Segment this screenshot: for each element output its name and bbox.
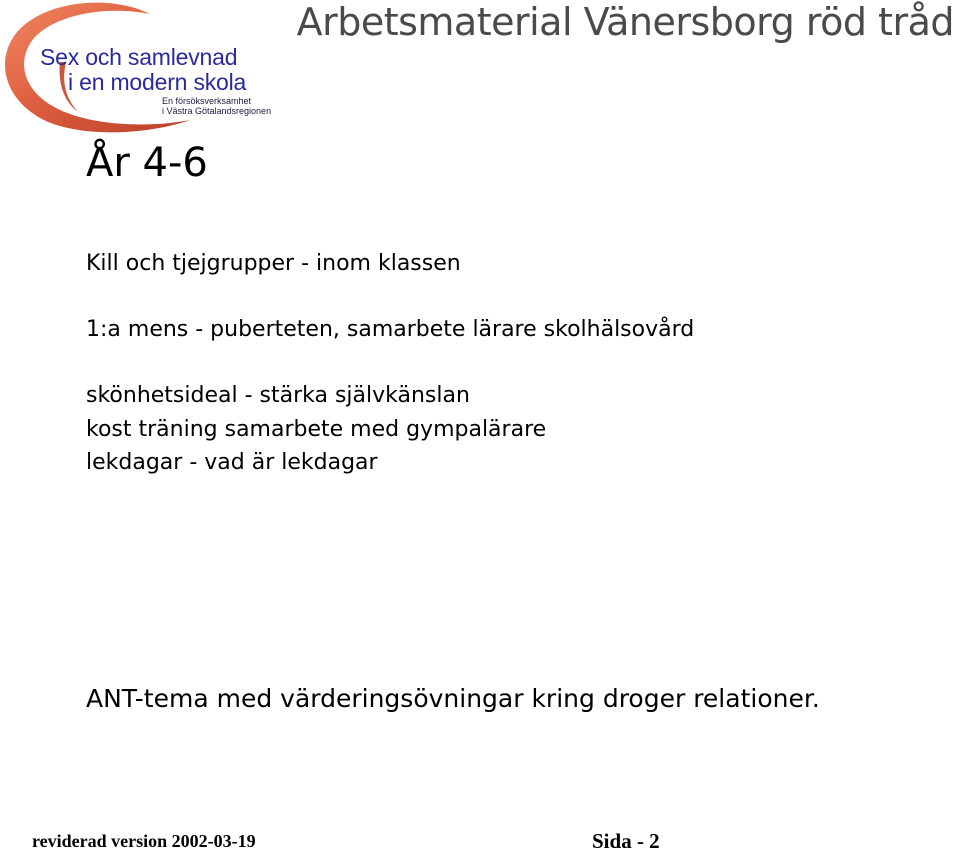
logo-text-line1: Sex och samlevnad <box>40 44 238 70</box>
logo-subtext-line1: En försöksverksamhet <box>162 96 252 106</box>
content-line-5: lekdagar - vad är lekdagar <box>86 450 378 475</box>
logo <box>0 0 270 140</box>
page-title: Arbetsmaterial Vänersborg röd tråd <box>296 0 954 44</box>
logo-subtext-line2: i Västra Götalandsregionen <box>162 106 272 116</box>
footer-page-number: Sida - 2 <box>592 829 660 853</box>
content-line-2: 1:a mens - puberteten, samarbete lärare skolhälsovård <box>86 317 695 342</box>
content-line-4: kost träning samarbete med gympalärare <box>86 417 547 442</box>
grade-heading: År 4-6 <box>86 140 208 186</box>
footer-version: reviderad version 2002-03-19 <box>32 831 256 851</box>
content-line-3: skönhetsideal - stärka självkänslan <box>86 383 470 408</box>
ant-theme-line: ANT-tema med värderingsövningar kring droger relationer. <box>86 684 820 713</box>
content-line-1: Kill och tjejgrupper - inom klassen <box>86 251 461 276</box>
logo-text-line2: i en modern skola <box>68 69 247 95</box>
